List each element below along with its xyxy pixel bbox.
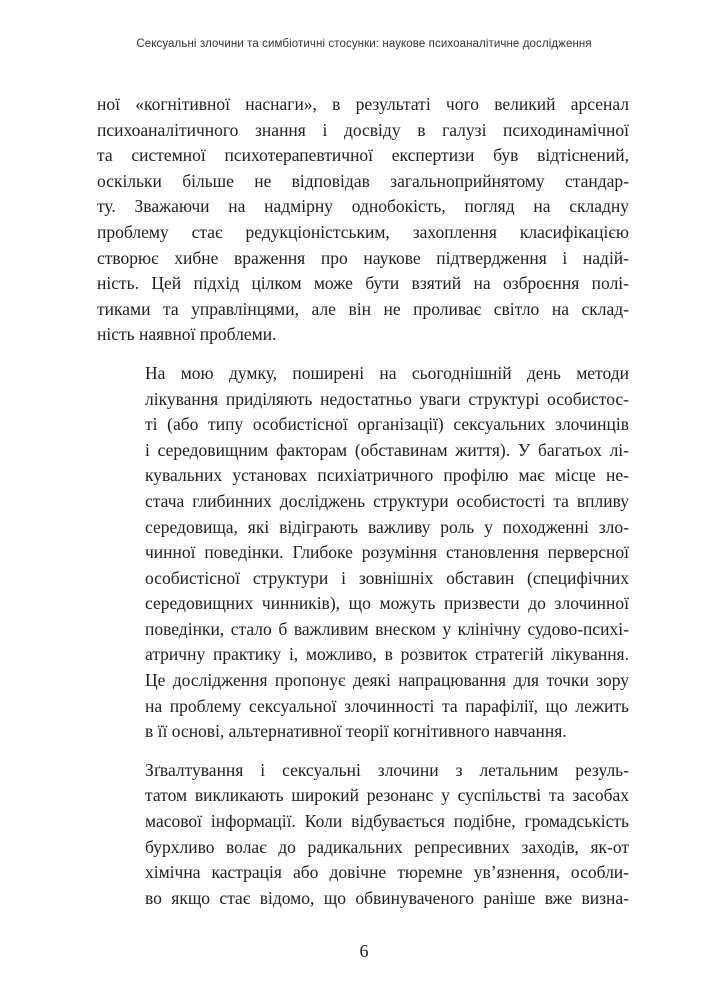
text-line: оскільки більше не відповідав загальноприйнятому стандар- [97,170,629,191]
text-line: ті (або типу особистісної організації) сексуальних злочинців [145,414,629,435]
page-number: 6 [359,941,369,961]
text-line: ність. Цей підхід цілком може бути взятий на озброєння полі- [97,273,629,294]
text-line: психоаналітичного знання і досвіду в галузі психодинамічної [97,119,629,140]
body-text [97,92,629,911]
text-line: тиками та управлінцями, але він не проливає світло на склад- [97,298,629,319]
paragraph-2 [97,361,629,745]
text-line: кувальних установах психіатричного профілю має місце не- [145,465,629,486]
text-line: атричну практику і, можливо, в розвиток стратегій лікування. [145,644,629,665]
text-line: татом викликають широкий резонанс у суспільстві та засобах [145,785,629,806]
text-line: лікування приділяють недостатньо уваги структурі особистос- [145,388,629,409]
text-line: Це дослідження пропонує деякі напрацювання для точки зору [145,670,629,691]
text-line: в її основі, альтернативної теорії когнітивного навчання. [145,721,567,742]
text-line: на проблему сексуальної злочинності та парафілії, що лежить [145,695,629,716]
text-line: бурхливо волає до радикальних репресивних заходів, як-от [145,836,629,857]
text-line: поведінки, стало б важливим внеском у клінічну судово-психі- [145,618,629,639]
text-line: чинної поведінки. Глибоке розуміння становлення перверсної [145,542,629,563]
text-line: во якщо стає відомо, що обвинуваченого раніше вже визна- [145,887,629,908]
text-line: створює хибне враження про наукове підтвердження і надій- [97,247,629,268]
text-line: і середовищним факторам (обставинам життя). У багатьох лі- [145,439,629,460]
text-line: середовищних чинників), що можуть призвести до злочинної [145,593,629,614]
text-line: хімічна кастрація або довічне тюремне ув’язнення, особли- [145,862,629,883]
text-line: ність наявної проблеми. [97,324,277,345]
text-line: середовища, які відіграють важливу роль у походженні зло- [145,516,629,537]
paragraph-1 [97,92,629,348]
text-line: проблему стає редукціоністським, захоплення класифікацією [97,221,629,242]
text-line: ної «когнітивної наснаги», в результаті чого великий арсенал [97,94,629,114]
paragraph-3 [97,758,629,912]
text-line: та системної психотерапевтичної експертизи був відтіснений, [97,145,629,166]
text-line: Зґвалтування і сексуальні злочини з летальним резуль- [145,759,629,780]
text-line: стача глибинних досліджень структури особистості та впливу [145,490,629,511]
text-line: На мою думку, поширені на сьогоднішній день методи [145,362,629,383]
running-header: Сексуальні злочини та симбіотичні стосунки: наукове психоаналітичне дослідження [136,38,592,50]
text-line: масової інформації. Коли відбувається подібне, громадськість [145,811,629,832]
text-line: особистісної структури і зовнішніх обставин (специфічних [145,567,629,588]
text-line: ту. Зважаючи на надмірну однобокість, погляд на складну [97,196,629,217]
